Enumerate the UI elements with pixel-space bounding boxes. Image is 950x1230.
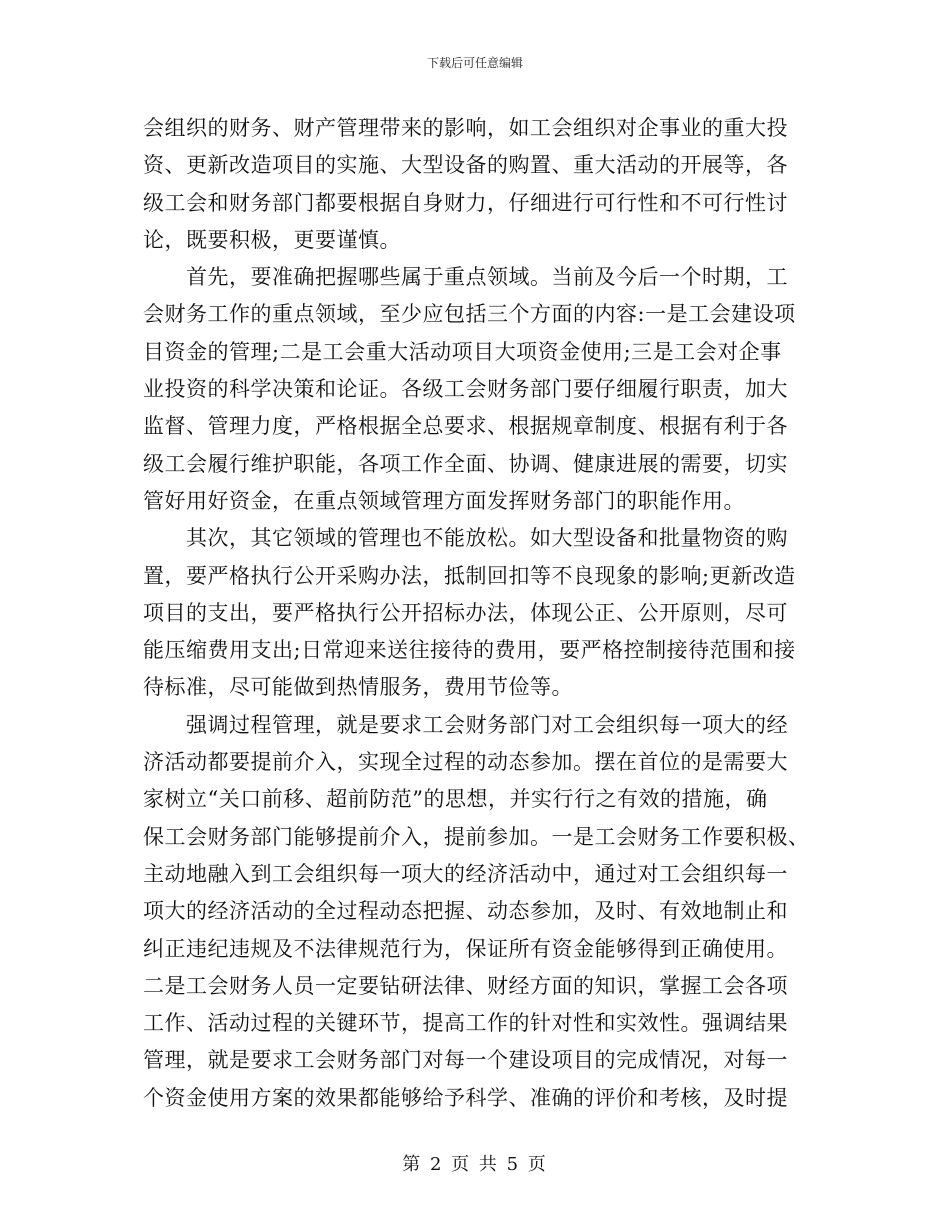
text-line: 强调过程管理，就是要求工会财务部门对工会组织每一项大的经 bbox=[143, 712, 788, 737]
text-line: 级工会和财务部门都要根据自身财力，仔细进行可行性和不可行性讨 bbox=[143, 190, 788, 215]
text-line: 济活动都要提前介入，实现全过程的动态参加。摆在首位的是需要大 bbox=[143, 750, 788, 775]
text-line: 会财务工作的重点领域，至少应包括三个方面的内容:一是工会建设项 bbox=[143, 302, 796, 327]
text-line: 待标准，尽可能做到热情服务，费用节俭等。 bbox=[143, 675, 573, 700]
page-header: 下载后可任意编辑 bbox=[426, 56, 523, 70]
text-line: 家树立“关口前移、超前防范”的思想，并实行行之有效的措施，确 bbox=[143, 787, 768, 812]
text-line: 论，既要积极，更要谨慎。 bbox=[143, 227, 401, 252]
text-line: 二是工会财务人员一定要钻研法律、财经方面的知识，掌握工会各项 bbox=[143, 973, 788, 998]
text-line: 级工会履行维护职能，各项工作全面、协调、健康进展的需要，切实 bbox=[143, 451, 788, 476]
text-line: 项目的支出，要严格执行公开招标办法，体现公正、公开原则，尽可 bbox=[143, 600, 788, 625]
page-number: 第 2 页 共 5 页 bbox=[402, 1154, 548, 1175]
text-line: 监督、管理力度，严格根据全总要求、根据规章制度、根据有利于各 bbox=[143, 414, 788, 439]
text-line: 纠正违纪违规及不法律规范行为，保证所有资金能够得到正确使用。 bbox=[143, 936, 788, 961]
text-line: 业投资的科学决策和论证。各级工会财务部门要仔细履行职责，加大 bbox=[143, 377, 788, 402]
document-body bbox=[143, 110, 810, 1117]
text-line: 工作、活动过程的关键环节，提高工作的针对性和实效性。强调结果 bbox=[143, 1011, 788, 1036]
text-line: 管理，就是要求工会财务部门对每一个建设项目的完成情况，对每一 bbox=[143, 1048, 788, 1073]
text-line: 主动地融入到工会组织每一项大的经济活动中，通过对工会组织每一 bbox=[143, 861, 788, 886]
text-line: 置，要严格执行公开采购办法，抵制回扣等不良现象的影响;更新改造 bbox=[143, 563, 796, 588]
text-line: 会组织的财务、财产管理带来的影响，如工会组织对企事业的重大投 bbox=[143, 116, 788, 140]
text-line: 能压缩费用支出;日常迎来送往接待的费用，要严格控制接待范围和接 bbox=[143, 638, 796, 663]
text-line: 目资金的管理;二是工会重大活动项目大项资金使用;三是工会对企事 bbox=[143, 339, 782, 364]
text-line: 管好用好资金，在重点领域管理方面发挥财务部门的职能作用。 bbox=[143, 488, 745, 513]
text-line: 首先，要准确把握哪些属于重点领域。当前及今后一个时期，工 bbox=[143, 265, 788, 290]
text-line: 其次，其它领域的管理也不能放松。如大型设备和批量物资的购 bbox=[143, 526, 788, 551]
text-line: 保工会财务部门能够提前介入，提前参加。一是工会财务工作要积极、 bbox=[143, 824, 810, 849]
text-line: 资、更新改造项目的实施、大型设备的购置、重大活动的开展等，各 bbox=[143, 153, 788, 178]
text-line: 项大的经济活动的全过程动态把握、动态参加，及时、有效地制止和 bbox=[143, 899, 788, 924]
text-line: 个资金使用方案的效果都能够给予科学、准确的评价和考核，及时提 bbox=[143, 1085, 788, 1110]
